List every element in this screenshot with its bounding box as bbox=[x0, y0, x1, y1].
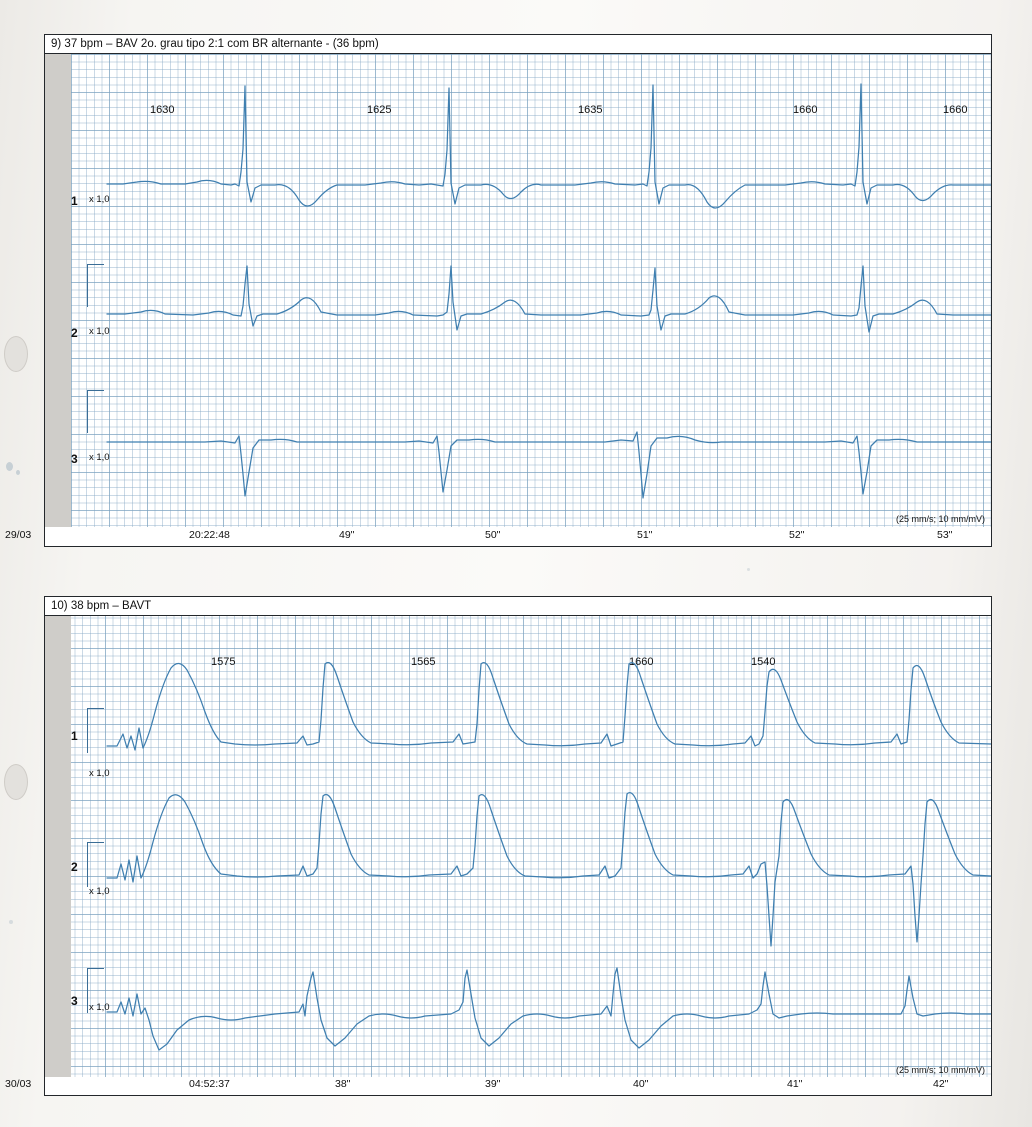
lead-2-label: 2 bbox=[71, 860, 78, 874]
strip-10-title: 10) 38 bpm – BAVT bbox=[45, 597, 991, 616]
scan-speck bbox=[747, 568, 750, 571]
lead-1-trace bbox=[107, 84, 991, 208]
lead-2-trace bbox=[107, 266, 991, 332]
axis-tick: 49" bbox=[339, 529, 355, 541]
axis-tick-time: 04:52:37 bbox=[189, 1078, 230, 1090]
rr-label: 1660 bbox=[793, 104, 818, 116]
axis-tick: 51" bbox=[637, 529, 653, 541]
lead-1-trace bbox=[107, 663, 991, 751]
scan-speck bbox=[9, 920, 13, 924]
lead-3-gain: x 1,0 bbox=[89, 1002, 110, 1013]
rr-label: 1540 bbox=[751, 656, 776, 668]
scan-speck bbox=[6, 462, 13, 471]
lead-2-label: 2 bbox=[71, 326, 78, 340]
lead-1-label: 1 bbox=[71, 194, 78, 208]
rr-label: 1575 bbox=[211, 656, 236, 668]
lead-3-trace bbox=[107, 432, 991, 498]
strip-9-time-axis bbox=[5, 526, 991, 546]
strip-9-plot bbox=[45, 54, 991, 527]
rr-label: 1630 bbox=[150, 104, 175, 116]
punch-hole-top bbox=[4, 336, 28, 372]
rr-label: 1660 bbox=[629, 656, 654, 668]
lead-1-gain: x 1,0 bbox=[89, 194, 110, 205]
lead-1-gain: x 1,0 bbox=[89, 768, 110, 779]
lead-3-gain: x 1,0 bbox=[89, 452, 110, 463]
lead-2-trace bbox=[107, 793, 991, 946]
axis-tick-date: 29/03 bbox=[5, 529, 32, 541]
axis-tick-time: 20:22:48 bbox=[189, 529, 230, 541]
punch-hole-bottom bbox=[4, 764, 28, 800]
lead-3-trace bbox=[107, 968, 991, 1050]
strip-9-scale-note: (25 mm/s; 10 mm/mV) bbox=[895, 514, 985, 524]
strip-10-time-axis bbox=[5, 1075, 991, 1095]
axis-tick: 50" bbox=[485, 529, 501, 541]
scan-speck bbox=[16, 470, 20, 475]
rr-label: 1625 bbox=[367, 104, 392, 116]
rr-label: 1660 bbox=[943, 104, 968, 116]
rr-label: 1565 bbox=[411, 656, 436, 668]
axis-tick: 38" bbox=[335, 1078, 351, 1090]
axis-tick-date: 30/03 bbox=[5, 1078, 32, 1090]
rr-label: 1635 bbox=[578, 104, 603, 116]
lead-2-gain: x 1,0 bbox=[89, 326, 110, 337]
strip-10-scale-note: (25 mm/s; 10 mm/mV) bbox=[895, 1065, 985, 1075]
strip-9-title: 9) 37 bpm – BAV 2o. grau tipo 2:1 com BR alternante - (36 bpm) bbox=[45, 35, 991, 54]
axis-tick: 39" bbox=[485, 1078, 501, 1090]
ecg-strip-9 bbox=[5, 34, 992, 547]
strip-10-plot bbox=[45, 616, 991, 1077]
axis-tick: 52" bbox=[789, 529, 805, 541]
lead-2-gain: x 1,0 bbox=[89, 886, 110, 897]
axis-tick: 42" bbox=[933, 1078, 949, 1090]
strip-10-traces bbox=[45, 616, 991, 1077]
axis-tick: 41" bbox=[787, 1078, 803, 1090]
axis-tick: 53" bbox=[937, 529, 953, 541]
lead-3-label: 3 bbox=[71, 452, 78, 466]
lead-3-label: 3 bbox=[71, 994, 78, 1008]
lead-1-label: 1 bbox=[71, 729, 78, 743]
strip-9-traces bbox=[45, 54, 991, 527]
ecg-strip-10 bbox=[5, 596, 992, 1096]
axis-tick: 40" bbox=[633, 1078, 649, 1090]
